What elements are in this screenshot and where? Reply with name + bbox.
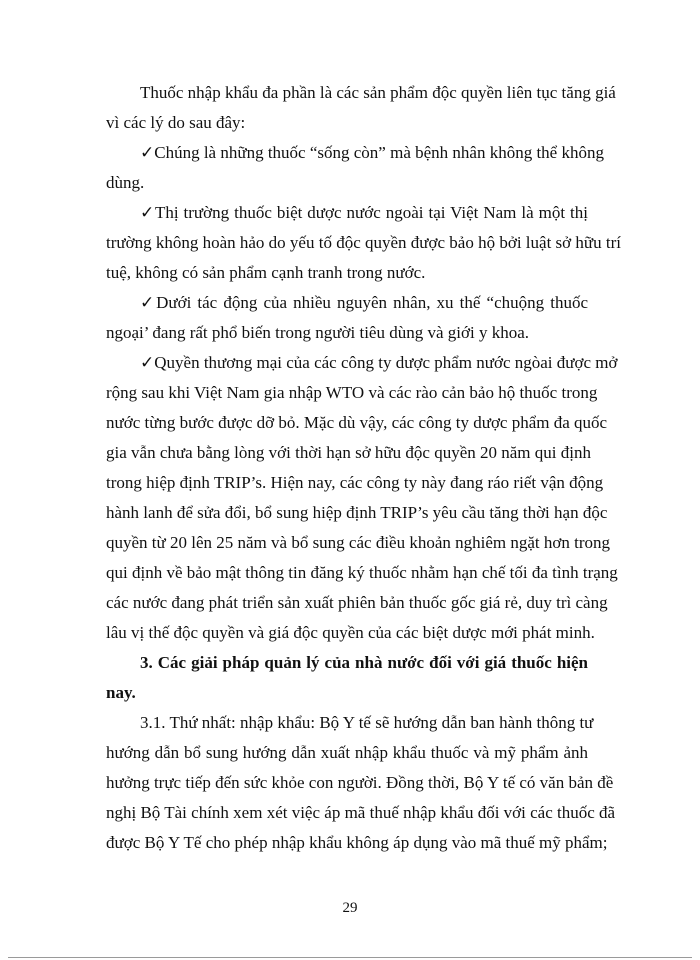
checkmark-icon: ✓	[140, 203, 155, 222]
text-line	[106, 648, 588, 678]
footer-rule	[8, 957, 692, 958]
text-line	[106, 768, 614, 798]
text-line	[106, 588, 608, 618]
text-line	[106, 828, 608, 858]
paragraph	[106, 708, 616, 858]
bullet-paragraph	[106, 198, 621, 288]
text-line	[106, 288, 588, 318]
text-line	[106, 558, 618, 588]
text-line	[106, 378, 598, 408]
text-line	[106, 618, 595, 648]
line-text: hướng dẫn bổ sung hướng dẫn xuất nhập khẩu thuốc và mỹ phẩm ảnh	[106, 743, 588, 762]
line-text: hành lanh để sửa đổi, bổ sung hiệp định TRIP’s yêu cầu tăng thời hạn độc	[106, 503, 608, 522]
line-text: 3.1. Thứ nhất: nhập khẩu: Bộ Y tế sẽ hướng dẫn ban hành thông tư	[140, 713, 594, 732]
line-text: các nước đang phát triển sản xuất phiên bản thuốc gốc giá rẻ, duy trì càng	[106, 593, 608, 612]
text-line	[106, 258, 588, 288]
line-text: dùng.	[106, 173, 145, 192]
line-text: Quyền thương mại của các công ty dược phẩm nước ngòai được mở	[154, 353, 618, 372]
text-line	[106, 528, 611, 558]
line-text: lâu vị thế độc quyền và giá độc quyền của các biệt dược mới phát minh.	[106, 623, 595, 642]
line-text: rộng sau khi Việt Nam gia nhập WTO và các rào cản bảo hộ thuốc trong	[106, 383, 598, 402]
page-number: 29	[342, 900, 358, 916]
line-text: gia vẫn chưa bằng lòng với thời hạn sở hữu độc quyền 20 năm qui định	[106, 443, 591, 462]
line-text: ngoại’ đang rất phổ biến trong người tiêu dùng và giới y khoa.	[106, 323, 529, 342]
bullet-paragraph	[106, 288, 588, 348]
text-line	[106, 318, 588, 348]
line-text: trong hiệp định TRIP’s. Hiện nay, các công ty này đang ráo riết vận động	[106, 473, 604, 492]
line-text: nghị Bộ Tài chính xem xét việc áp mã thuế nhập khẩu đối với các thuốc đã	[106, 803, 616, 822]
text-line	[106, 468, 604, 498]
line-text: quyền từ 20 lên 25 năm và bổ sung các điều khoản nghiêm ngặt hơn trong	[106, 533, 611, 552]
line-text: được Bộ Y Tế cho phép nhập khẩu không áp dụng vào mã thuế mỹ phẩm;	[106, 833, 608, 852]
text-line	[106, 798, 616, 828]
text-line	[106, 198, 588, 228]
checkmark-icon: ✓	[140, 143, 155, 162]
text-line	[106, 708, 594, 738]
line-text: qui định về bảo mật thông tin đăng ký thuốc nhằm hạn chế tối đa tình trạng	[106, 563, 618, 582]
paragraph	[106, 78, 616, 138]
line-text: Chúng là những thuốc “sống còn” mà bệnh nhân không thể không	[154, 143, 604, 162]
text-line	[106, 348, 618, 378]
text-line	[106, 168, 588, 198]
line-text: nay.	[106, 683, 136, 702]
line-text: Dưới tác động của nhiều nguyên nhân, xu thế “chuộng thuốc	[156, 293, 588, 312]
text-line	[106, 738, 588, 768]
line-text: hưởng trực tiếp đến sức khỏe con người. Đồng thời, Bộ Y tế có văn bản đề	[106, 773, 614, 792]
line-text: Thị trường thuốc biệt dược nước ngoài tại Việt Nam là một thị	[154, 203, 588, 222]
document-body	[106, 78, 621, 858]
bullet-paragraph	[106, 348, 618, 648]
line-text: nước từng bước được dỡ bỏ. Mặc dù vậy, các công ty dược phẩm đa quốc	[106, 413, 608, 432]
text-line	[106, 138, 604, 168]
line-text: vì các lý do sau đây:	[106, 113, 246, 132]
section-heading	[106, 648, 588, 708]
text-line	[106, 78, 616, 108]
text-line	[106, 438, 591, 468]
bullet-paragraph	[106, 138, 604, 198]
text-line	[106, 498, 608, 528]
text-line	[106, 408, 608, 438]
line-text: 3. Các giải pháp quản lý của nhà nước đối với giá thuốc hiện	[140, 653, 588, 672]
text-line	[106, 228, 621, 258]
text-line	[106, 108, 588, 138]
checkmark-icon: ✓	[140, 293, 157, 312]
line-text: trường không hoàn hảo do yếu tố độc quyền được bảo hộ bởi luật sở hữu trí	[106, 233, 621, 252]
checkmark-icon: ✓	[140, 353, 155, 372]
line-text: tuệ, không có sản phẩm cạnh tranh trong nước.	[106, 263, 426, 282]
text-line	[106, 678, 588, 708]
line-text: Thuốc nhập khẩu đa phần là các sản phẩm độc quyền liên tục tăng giá	[140, 83, 616, 102]
